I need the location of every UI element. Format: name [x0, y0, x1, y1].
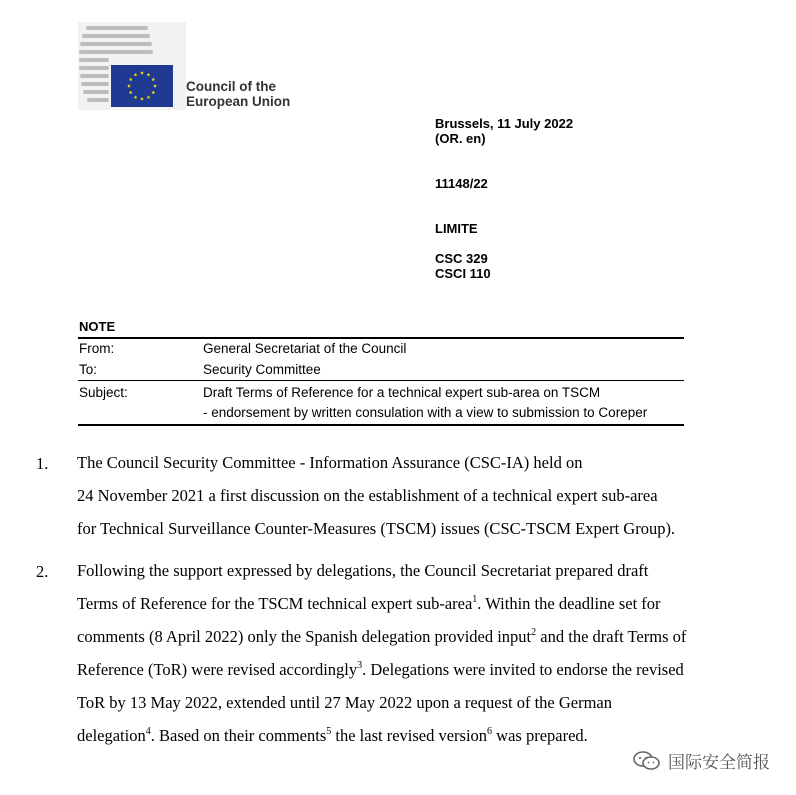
text-run: was prepared.: [492, 726, 588, 745]
text-run: Reference (ToR) were revised accordingly: [77, 660, 358, 679]
paragraph-line: The Council Security Committee - Information Assurance (CSC-IA) held on: [77, 453, 583, 472]
from-label: From:: [79, 341, 115, 356]
paragraph-line: for Technical Surveillance Counter-Measures (TSCM) issues (CSC-TSCM Expert Group).: [77, 519, 676, 538]
divider: [78, 424, 684, 426]
eu-flag-icon: [111, 65, 173, 107]
paragraph-number: 2.: [36, 562, 49, 581]
code-csc: CSC 329: [435, 251, 488, 266]
logo-stripe: [79, 50, 153, 54]
paragraph-number: 1.: [36, 454, 49, 473]
text-run: . Based on their comments: [150, 726, 327, 745]
text-run: and the draft Terms of: [536, 627, 687, 646]
subject-line: Draft Terms of Reference for a technical expert sub-area on TSCM: [203, 385, 601, 400]
code-csci: CSCI 110: [435, 266, 491, 281]
council-logo: [78, 22, 186, 110]
divider: [78, 380, 684, 381]
logo-stripe: [86, 26, 148, 30]
text-run: delegation: [77, 726, 146, 745]
text-run: Terms of Reference for the TSCM technical expert sub-area: [77, 594, 473, 613]
logo-stripe: [82, 34, 150, 38]
logo-stripe: [81, 82, 109, 86]
logo-stripe: [80, 42, 152, 46]
org-name: [186, 79, 290, 109]
watermark: [632, 748, 770, 773]
footnote-ref[interactable]: 3: [357, 660, 363, 671]
logo-stripe: [79, 58, 109, 62]
footnote-ref[interactable]: 5: [326, 726, 332, 737]
subject-label: Subject:: [79, 385, 128, 400]
footnote-ref[interactable]: 6: [487, 726, 493, 737]
paragraph-1: [77, 446, 757, 545]
note-title: NOTE: [79, 319, 116, 334]
subject-line: - endorsement by written consulation with a view to submission to Coreper: [203, 405, 648, 420]
paragraph-line: [77, 653, 757, 686]
logo-stripe: [79, 66, 109, 70]
paragraph-line: ToR by 13 May 2022, extended until 27 May 2022 upon a request of the German: [77, 693, 612, 712]
watermark-text: 国际安全简报: [668, 753, 770, 772]
to-value: Security Committee: [203, 362, 321, 377]
logo-stripe: [80, 74, 109, 78]
paragraph-2: [77, 554, 757, 752]
org-name-line1: Council of the: [186, 79, 276, 94]
paragraph-line: [77, 620, 757, 653]
paragraph-line: 24 November 2021 a first discussion on the establishment of a technical expert sub-area: [77, 486, 658, 505]
text-run: . Delegations were invited to endorse the revised: [362, 660, 684, 679]
footnote-ref[interactable]: 1: [472, 594, 478, 605]
text-run: the last revised version: [331, 726, 488, 745]
logo-stripe: [83, 90, 109, 94]
wechat-icon: [632, 750, 662, 772]
document-number: 11148/22: [435, 176, 488, 191]
logo-stripe: [87, 98, 109, 102]
to-label: To:: [79, 362, 98, 377]
from-value: General Secretariat of the Council: [203, 341, 407, 356]
footnote-ref[interactable]: 2: [531, 627, 537, 638]
place-date: Brussels, 11 July 2022: [435, 116, 574, 131]
classification-label: LIMITE: [435, 221, 478, 236]
org-name-line2: European Union: [186, 94, 291, 109]
subject-value: [203, 383, 647, 423]
paragraph-line: Following the support expressed by delegations, the Council Secretariat prepared draft: [77, 561, 649, 580]
footnote-ref[interactable]: 4: [145, 726, 151, 737]
paragraph-line: [77, 587, 757, 620]
text-run: . Within the deadline set for: [477, 594, 661, 613]
original-language: (OR. en): [435, 131, 486, 146]
text-run: comments (8 April 2022) only the Spanish delegation provided input: [77, 627, 532, 646]
